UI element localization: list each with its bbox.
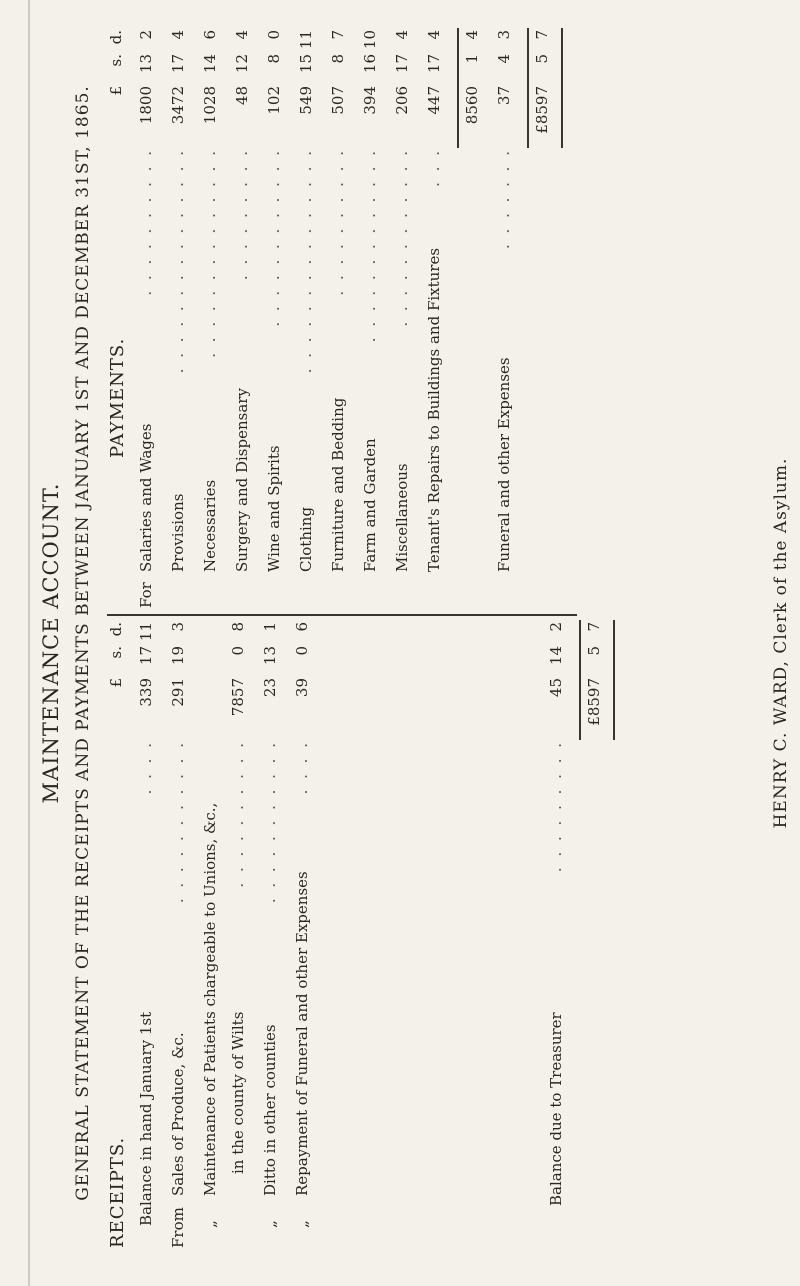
payment-label: Necessaries [201, 479, 219, 572]
funeral-label: Funeral and other Expenses [495, 357, 513, 572]
payment-row: Surgery and Dispensary . . . . . . . . . 48 12 4 [233, 30, 251, 572]
receipts-section [107, 620, 697, 1248]
payment-shillings: 14 [201, 54, 219, 74]
payments-subtotal-row [463, 28, 493, 608]
receipt-row: Balance in hand January 1st . . . . 339 17 11 [137, 622, 155, 1226]
payments-subtotal-rule [457, 28, 459, 148]
receipt-shillings: 13 [261, 646, 279, 666]
clerk-signature: HENRY C. WARD, Clerk of the Asylum. [771, 457, 791, 829]
receipt-pounds: 23 [261, 678, 279, 698]
receipts-pence-header: d. [107, 622, 125, 637]
funeral-pounds: 37 [495, 86, 513, 106]
payments-subtotal-pounds: 8560 [463, 86, 481, 125]
payment-pence: 7 [329, 30, 347, 40]
payments-subtotal-shillings: 1 [463, 54, 481, 64]
receipts-pounds-header: £ [107, 678, 125, 688]
balance-due-shillings: 14 [547, 646, 565, 666]
payment-row: Tenant's Repairs to Buildings and Fixtures . . . 447 17 4 [425, 30, 443, 572]
receipts-heading: RECEIPTS. [107, 1136, 128, 1248]
payment-shillings: 15 [297, 54, 315, 74]
payments-total-shillings: 5 [533, 54, 551, 64]
payment-pounds: 3472 [169, 86, 187, 125]
receipt-row: From Sales of Produce, &c. . . . . . . . . . . . 291 19 3 [169, 622, 187, 1248]
payment-label: Furniture and Bedding [329, 397, 347, 572]
payment-pounds: 48 [233, 86, 251, 106]
payment-row: Miscellaneous . . . . . . . . . . . . 206 17 4 [393, 30, 411, 572]
rotated-statement-sheet [35, 28, 795, 1258]
payment-label: Tenant's Repairs to Buildings and Fixtures [425, 247, 443, 572]
receipt-shillings: 17 [137, 646, 155, 666]
receipts-total-rule-bottom [613, 620, 615, 740]
payment-pence: 4 [233, 30, 251, 40]
receipt-pence: 11 [137, 622, 155, 642]
receipts-shillings-header: s. [107, 646, 125, 659]
payment-row: Necessaries . . . . . . . . . . . . . . 1028 14 6 [201, 30, 219, 572]
balance-due-pounds: 45 [547, 678, 565, 698]
receipt-pence: 3 [169, 622, 187, 632]
document-subtitle: GENERAL STATEMENT OF THE RECEIPTS AND PAYMENTS BETWEEN JANUARY 1ST AND DECEMBER 31ST, 1865. [73, 85, 93, 1201]
receipt-pounds: 39 [293, 678, 311, 698]
receipt-label: in the county of Wilts [229, 1011, 247, 1174]
payment-row: Wine and Spirits . . . . . . . . . . . . 102 8 0 [265, 30, 283, 572]
payment-pence: 0 [265, 30, 283, 40]
payment-shillings: 17 [425, 54, 443, 74]
payment-label: Miscellaneous [393, 463, 411, 572]
payments-section [107, 28, 697, 608]
payment-row: Farm and Garden . . . . . . . . . . . . . 394 16 10 [361, 30, 379, 572]
payments-pence-header: d. [107, 30, 125, 45]
payment-label: Farm and Garden [361, 438, 379, 572]
payment-row: For Salaries and Wages . . . . . . . . . . 1800 13 2 [137, 30, 155, 608]
payment-pence: 4 [425, 30, 443, 40]
receipt-pence: 8 [229, 622, 247, 632]
payment-pounds: 1028 [201, 86, 219, 125]
payment-pence: 4 [393, 30, 411, 40]
receipt-prefix: „ [261, 1220, 279, 1228]
payments-funeral-row: Funeral and other Expenses . . . . . . . 37 4 3 [495, 30, 513, 572]
payment-pence: 6 [201, 30, 219, 40]
page-gutter-line [28, 0, 30, 1286]
document-title: MAINTENANCE ACCOUNT. [39, 482, 63, 804]
receipts-total-shillings: 5 [585, 646, 603, 656]
payment-pounds: 549 [297, 86, 315, 115]
payment-pounds: 1800 [137, 86, 155, 125]
receipts-total-rule-top [579, 620, 581, 740]
payment-pounds: 102 [265, 86, 283, 115]
payment-pounds: 507 [329, 86, 347, 115]
receipt-pence: 6 [293, 622, 311, 632]
payment-pence: 2 [137, 30, 155, 40]
receipt-row: „ Ditto in other counties . . . . . . . . . . . 23 13 1 [261, 622, 279, 1228]
payment-label: Wine and Spirits [265, 445, 283, 572]
payment-row: Provisions . . . . . . . . . . . . . . . 3472 17 4 [169, 30, 187, 572]
receipts-total-pounds: £8597 [585, 678, 603, 726]
payment-label: Surgery and Dispensary [233, 388, 251, 572]
funeral-shillings: 4 [495, 54, 513, 64]
receipt-row: „ Repayment of Funeral and other Expenses . . . . 39 0 6 [293, 622, 311, 1228]
payment-shillings: 12 [233, 54, 251, 74]
receipt-label: Sales of Produce, &c. [169, 1032, 187, 1196]
payment-shillings: 13 [137, 54, 155, 74]
receipt-pounds: 339 [137, 678, 155, 707]
receipt-pounds: 7857 [229, 678, 247, 717]
payment-shillings: 16 [361, 54, 379, 74]
payment-shillings: 17 [393, 54, 411, 74]
balance-due-pence: 2 [547, 622, 565, 632]
receipt-label: Repayment of Funeral and other Expenses [293, 871, 311, 1196]
column-divider [107, 615, 577, 617]
receipt-pence: 1 [261, 622, 279, 632]
receipt-pounds: 291 [169, 678, 187, 707]
receipt-shillings: 19 [169, 646, 187, 666]
payment-pence: 4 [169, 30, 187, 40]
receipt-balance-row: Balance due to Treasurer . . . . . . . . . 45 14 2 [547, 622, 565, 1206]
receipt-shillings: 0 [229, 646, 247, 656]
receipt-label: Ditto in other counties [261, 1024, 279, 1196]
funeral-pence: 3 [495, 30, 513, 40]
receipts-total-pence: 7 [585, 622, 603, 632]
payments-total-rule-top [527, 28, 529, 148]
payment-pounds: 206 [393, 86, 411, 115]
payment-pounds: 447 [425, 86, 443, 115]
receipt-shillings: 0 [293, 646, 311, 656]
receipt-label: Maintenance of Patients chargeable to Unions, &c., [201, 802, 219, 1196]
receipt-row [201, 620, 231, 1248]
payments-total-row [533, 28, 563, 608]
payments-shillings-header: s. [107, 54, 125, 67]
receipt-label: Balance in hand January 1st [137, 1011, 155, 1226]
payments-subtotal-pence: 4 [463, 30, 481, 40]
receipt-row: in the county of Wilts . . . . . . . . . . 7857 0 8 [229, 622, 247, 1174]
receipt-prefix: „ [201, 1220, 219, 1228]
payments-pounds-header: £ [107, 86, 125, 96]
payments-total-pence: 7 [533, 30, 551, 40]
payment-shillings: 17 [169, 54, 187, 74]
payment-pence: 10 [361, 30, 379, 50]
payments-total-rule-bottom [561, 28, 563, 148]
payments-heading: PAYMENTS. [107, 337, 128, 458]
payment-prefix: For [137, 582, 155, 608]
payment-label: Provisions [169, 493, 187, 572]
payment-label: Clothing [297, 506, 315, 572]
balance-due-label: Balance due to Treasurer [547, 1012, 565, 1206]
payment-pounds: 394 [361, 86, 379, 115]
payment-label: Salaries and Wages [137, 423, 155, 572]
payment-shillings: 8 [329, 54, 347, 64]
payment-pence: 11 [297, 30, 315, 50]
payments-total-pounds: £8597 [533, 86, 551, 134]
receipts-total-row [585, 620, 615, 1248]
receipt-prefix: From [169, 1207, 187, 1248]
receipt-prefix: „ [293, 1220, 311, 1228]
payment-row: Clothing . . . . . . . . . . . . . . . 549 15 11 [297, 30, 315, 572]
payment-row: Furniture and Bedding . . . . . . . . . . 507 8 7 [329, 30, 347, 572]
payment-shillings: 8 [265, 54, 283, 64]
